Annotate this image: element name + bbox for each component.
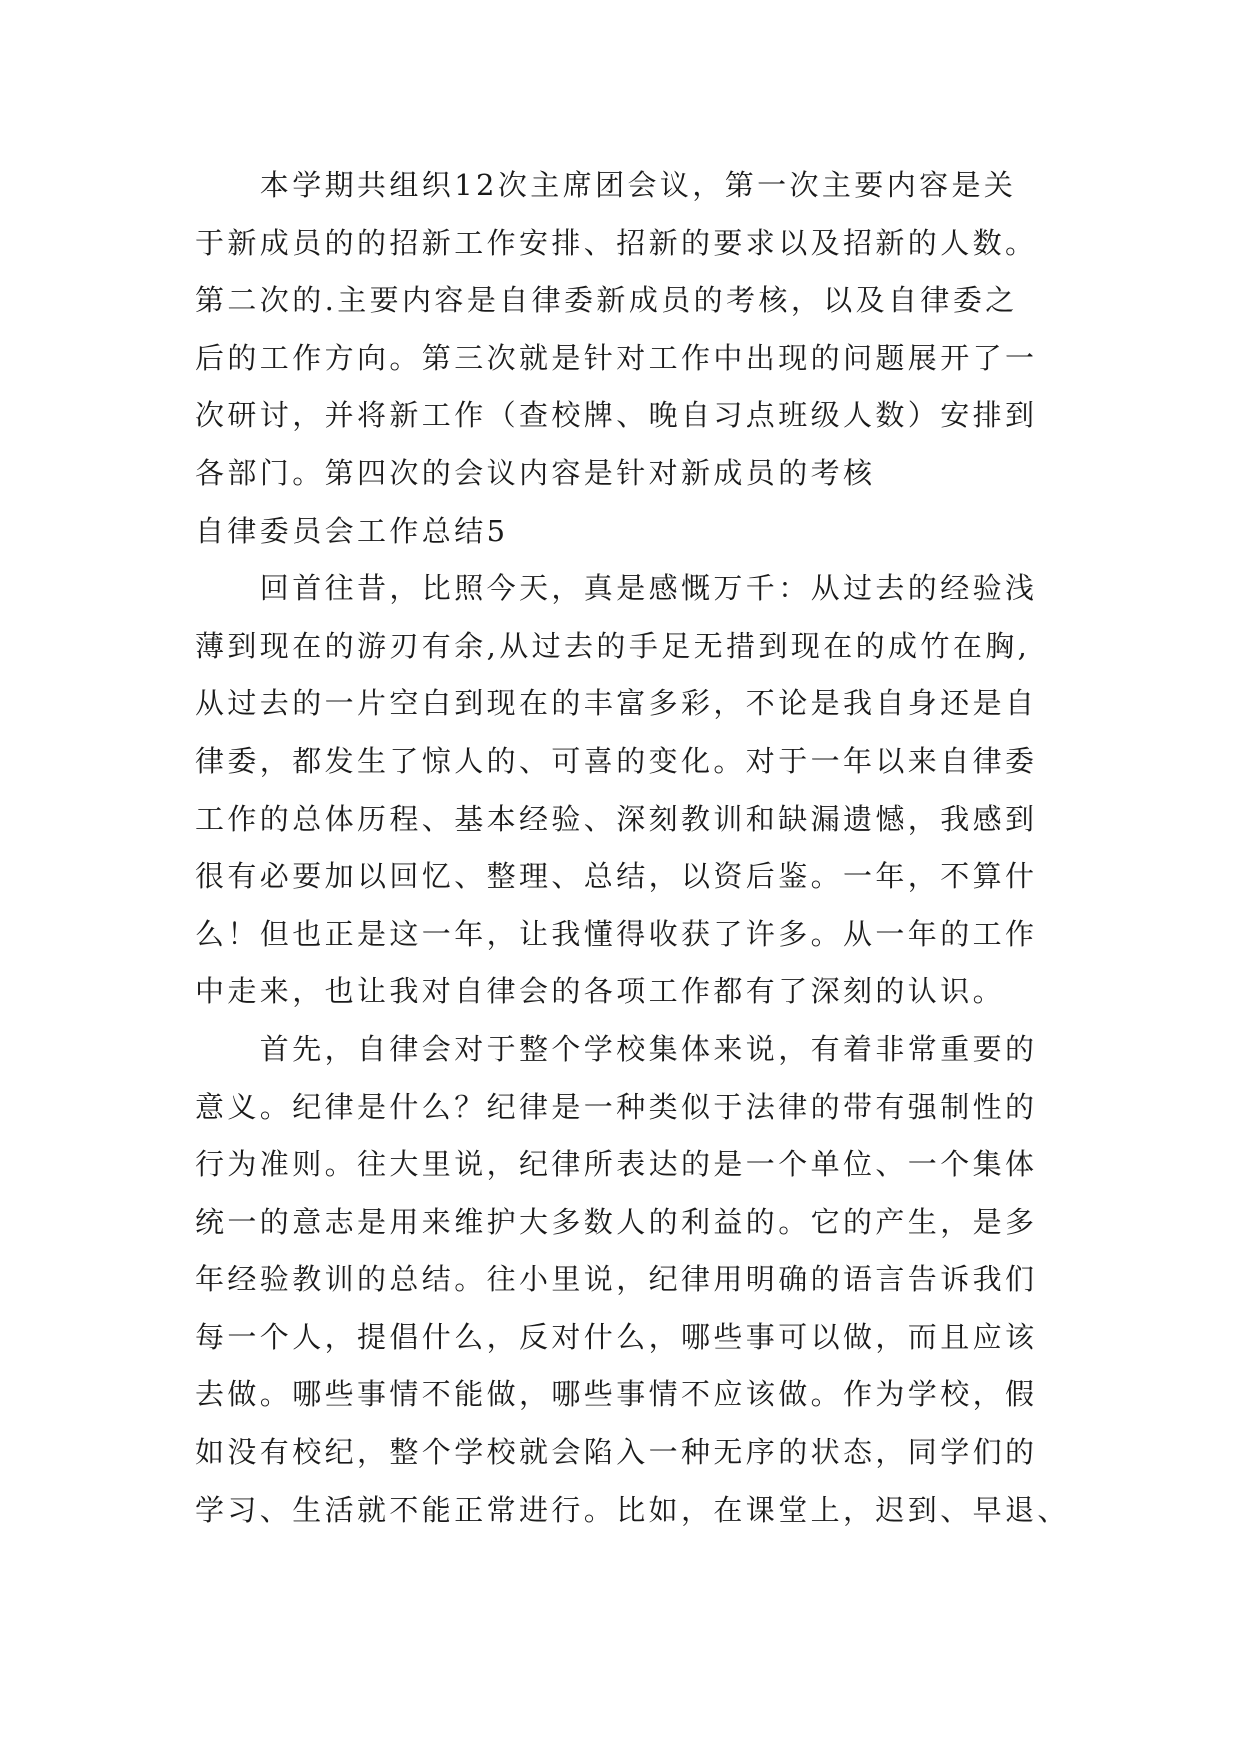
text-line: 如没有校纪，整个学校就会陷入一种无序的状态，同学们的 xyxy=(195,1435,1038,1470)
text-line: 后的工作方向。第三次就是针对工作中出现的问题展开了一 xyxy=(195,340,1038,375)
document-body xyxy=(195,157,1070,1539)
section-heading: 自律委员会工作总结5 xyxy=(195,513,509,548)
text-line: 行为准则。往大里说，纪律所表达的是一个单位、一个集体 xyxy=(195,1147,1038,1182)
text-line: 律委，都发生了惊人的、可喜的变化。对于一年以来自律委 xyxy=(195,743,1038,778)
text-line: 回首往昔，比照今天，真是感慨万千：从过去的经验浅 xyxy=(195,571,1038,606)
text-line: 薄到现在的游刃有余,从过去的手足无措到现在的成竹在胸, xyxy=(195,628,1031,663)
text-line: 去做。哪些事情不能做，哪些事情不应该做。作为学校，假 xyxy=(195,1377,1038,1412)
text-line: 于新成员的的招新工作安排、招新的要求以及招新的人数。 xyxy=(195,225,1038,260)
text-line: 首先，自律会对于整个学校集体来说，有着非常重要的 xyxy=(195,1031,1038,1066)
text-line: 学习、生活就不能正常进行。比如，在课堂上，迟到、早退、 xyxy=(195,1492,1070,1527)
text-line: 工作的总体历程、基本经验、深刻教训和缺漏遗憾，我感到 xyxy=(195,801,1038,836)
text-line: 么！但也正是这一年，让我懂得收获了许多。从一年的工作 xyxy=(195,916,1038,951)
text-line: 意义。纪律是什么？纪律是一种类似于法律的带有强制性的 xyxy=(195,1089,1038,1124)
text-line: 每一个人，提倡什么，反对什么，哪些事可以做，而且应该 xyxy=(195,1319,1038,1354)
text-line: 从过去的一片空白到现在的丰富多彩，不论是我自身还是自 xyxy=(195,686,1038,721)
text-line: 中走来，也让我对自律会的各项工作都有了深刻的认识。 xyxy=(195,974,1006,1009)
text-line: 第二次的.主要内容是自律委新成员的考核，以及自律委之 xyxy=(195,283,1018,318)
text-line: 统一的意志是用来维护大多数人的利益的。它的产生，是多 xyxy=(195,1204,1038,1239)
text-line: 各部门。第四次的会议内容是针对新成员的考核 xyxy=(195,455,876,490)
text-line: 年经验教训的总结。往小里说，纪律用明确的语言告诉我们 xyxy=(195,1262,1038,1297)
text-line: 很有必要加以回忆、整理、总结，以资后鉴。一年，不算什 xyxy=(195,859,1038,894)
text-line: 本学期共组织12次主席团会议，第一次主要内容是关 xyxy=(195,168,1017,202)
text-line: 次研讨，并将新工作（查校牌、晚自习点班级人数）安排到 xyxy=(195,398,1038,433)
